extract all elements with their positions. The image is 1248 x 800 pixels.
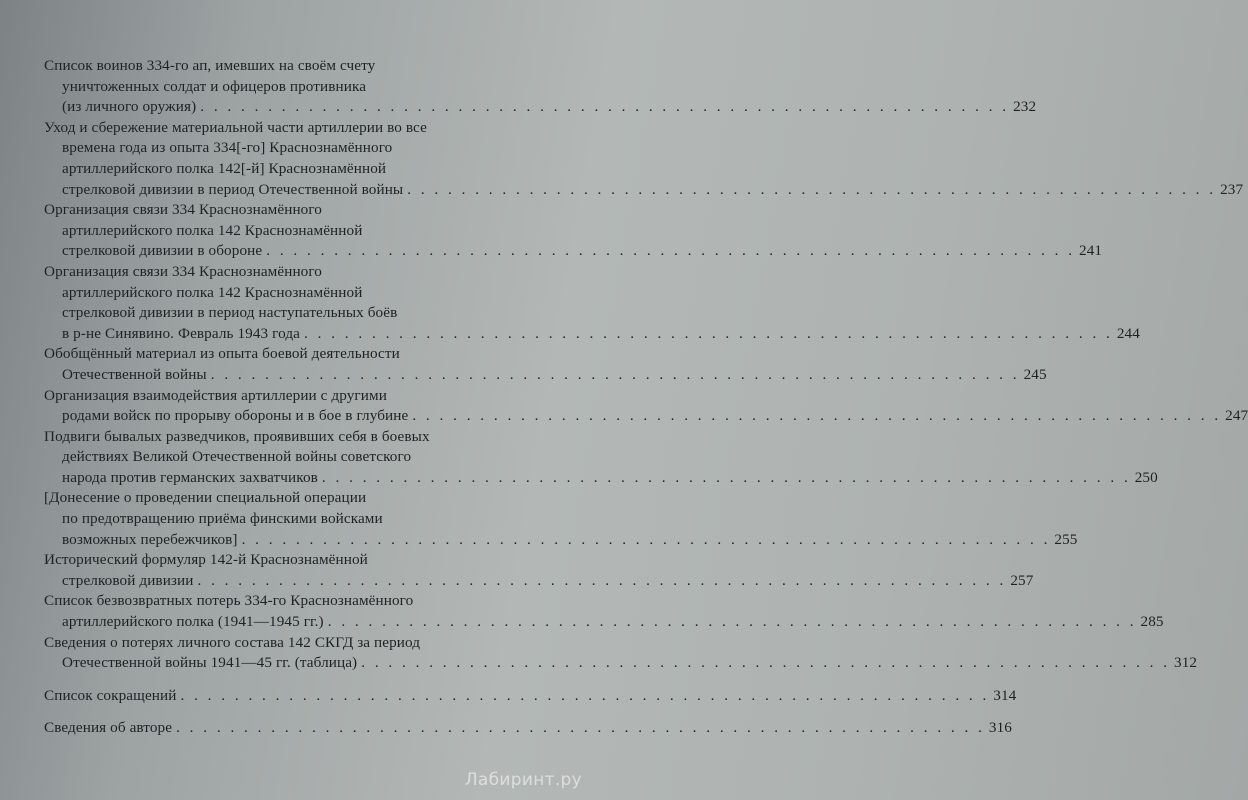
toc-entry-line: Список безвозвратных потерь 334-го Краснознамённого — [44, 592, 414, 610]
toc-entry-line: Отечественной войны — [62, 365, 207, 383]
toc-entry-line: стрелковой дивизии в период наступательных боёв — [62, 304, 398, 322]
dot-leader: . . . . . . . . . . . . . . . . . . . . . . . . . . . . . . . . . . . . . . . . . . . . . . . . . . . . . . . . . . . . — [321, 468, 1131, 486]
toc-entry-last-line — [44, 324, 1140, 345]
toc-entry-last-line — [44, 241, 1103, 262]
dot-leader: . . . . . . . . . . . . . . . . . . . . . . . . . . . . . . . . . . . . . . . . . . . . . . . . . . . . . . . . . . . . — [197, 571, 1007, 589]
page-number: 314 — [993, 686, 1017, 704]
toc-entry-line: возможных перебежчиков] — [62, 530, 238, 548]
dot-leader: . . . . . . . . . . . . . . . . . . . . . . . . . . . . . . . . . . . . . . . . . . . . . . . . . . . . . . . . . . . . — [266, 242, 1076, 260]
dot-leader: . . . . . . . . . . . . . . . . . . . . . . . . . . . . . . . . . . . . . . . . . . . . . . . . . . . . . . . . . . . . — [180, 686, 990, 704]
toc-entry-last-line — [44, 97, 1037, 118]
toc-entry-line: времена года из опыта 334[-го] Краснознамённого — [62, 139, 393, 157]
toc-entry — [44, 718, 1012, 739]
toc-entry-line: Уход и сбережение материальной части артиллерии во все — [44, 118, 427, 136]
toc-entry — [44, 427, 1158, 489]
toc-entry — [44, 686, 1017, 707]
dot-leader: . . . . . . . . . . . . . . . . . . . . . . . . . . . . . . . . . . . . . . . . . . . . . . . . . . . . . . . . . . . . — [407, 180, 1217, 198]
toc-entry-line: в р-не Синявино. Февраль 1943 года — [62, 324, 300, 342]
page-number: 285 — [1140, 613, 1164, 631]
toc-entry-line: артиллерийского полка 142 Краснознамённой — [62, 221, 363, 239]
toc-entry-line: Подвиги бывалых разведчиков, проявивших себя в боевых — [44, 427, 430, 445]
toc-entry-line: артиллерийского полка 142 Краснознамённой — [62, 283, 363, 301]
page-number: 312 — [1174, 654, 1198, 672]
toc-entry-last-line — [44, 365, 1047, 386]
toc-entry-last-line — [44, 180, 1244, 201]
toc-entry-last-line — [44, 530, 1078, 551]
toc-entry-line: родами войск по прорыву обороны и в бое в глубине — [62, 407, 409, 425]
toc-entry — [44, 56, 1037, 118]
toc-entry-line: артиллерийского полка 142[-й] Краснознамённой — [62, 159, 387, 177]
toc-entry-line: уничтоженных солдат и офицеров противника — [62, 77, 367, 95]
dot-leader: . . . . . . . . . . . . . . . . . . . . . . . . . . . . . . . . . . . . . . . . . . . . . . . . . . . . . . . . . . . . — [200, 98, 1010, 116]
toc-entry-line: стрелковой дивизии в обороне — [62, 242, 263, 260]
toc-entry — [44, 262, 1140, 344]
toc-entry-line: стрелковой дивизии — [62, 571, 194, 589]
toc-entry-line: Обобщённый материал из опыта боевой деятельности — [44, 345, 400, 363]
toc-entry — [44, 200, 1103, 262]
toc-entry-last-line — [44, 686, 1017, 707]
page-number: 247 — [1225, 407, 1248, 425]
toc-entry — [44, 386, 1248, 427]
page-number: 250 — [1134, 468, 1158, 486]
dot-leader: . . . . . . . . . . . . . . . . . . . . . . . . . . . . . . . . . . . . . . . . . . . . . . . . . . . . . . . . . . . . — [210, 365, 1020, 383]
page-number: 257 — [1010, 571, 1034, 589]
toc-entry — [44, 344, 1047, 385]
toc-entry-last-line — [44, 406, 1248, 427]
toc-entry-line: Организация связи 334 Краснознамённого — [44, 262, 323, 280]
toc-entry-line: Сведения о потерях личного состава 142 СКГД за период — [44, 633, 421, 651]
toc-entry-line: артиллерийского полка (1941—1945 гг.) — [62, 613, 324, 631]
page-number: 237 — [1220, 180, 1244, 198]
page-number: 232 — [1013, 98, 1037, 116]
toc-entry-last-line — [44, 653, 1198, 674]
watermark-logo: Лабиринт.ру — [464, 770, 582, 790]
toc-entry — [44, 633, 1198, 674]
toc-entry — [44, 118, 1244, 200]
toc-entry-line: Исторический формуляр 142-й Краснознамённой — [44, 551, 368, 569]
toc-entry-last-line — [44, 612, 1164, 633]
toc-entry-line: стрелковой дивизии в период Отечественной войны — [62, 180, 404, 198]
toc-entry-line: Сведения об авторе — [44, 719, 173, 737]
toc-entry-last-line — [44, 571, 1034, 592]
page-number: 244 — [1116, 324, 1140, 342]
toc-entry — [44, 550, 1034, 591]
toc-entry-line: действиях Великой Отечественной войны советского — [62, 448, 412, 466]
toc-entry-line: Организация связи 334 Краснознамённого — [44, 201, 323, 219]
dot-leader: . . . . . . . . . . . . . . . . . . . . . . . . . . . . . . . . . . . . . . . . . . . . . . . . . . . . . . . . . . . . — [304, 324, 1113, 342]
toc-entry — [44, 591, 1164, 632]
toc-entry-line: [Донесение о проведении специальной операции — [44, 489, 367, 507]
page-number: 316 — [988, 719, 1012, 737]
dot-leader: . . . . . . . . . . . . . . . . . . . . . . . . . . . . . . . . . . . . . . . . . . . . . . . . . . . . . . . . . . . . — [412, 407, 1222, 425]
toc-entry-line: Организация взаимодействия артиллерии с другими — [44, 386, 387, 404]
page-number: 241 — [1079, 242, 1103, 260]
table-of-contents — [44, 56, 1248, 739]
toc-entry — [44, 488, 1078, 550]
page-number: 255 — [1054, 530, 1078, 548]
dot-leader: . . . . . . . . . . . . . . . . . . . . . . . . . . . . . . . . . . . . . . . . . . . . . . . . . . . . . . . . . . . . — [361, 654, 1171, 672]
dot-leader: . . . . . . . . . . . . . . . . . . . . . . . . . . . . . . . . . . . . . . . . . . . . . . . . . . . . . . . . . . . . — [327, 613, 1137, 631]
toc-entry-line: народа против германских захватчиков — [62, 468, 318, 486]
page-number: 245 — [1023, 365, 1047, 383]
toc-entry-line: Список сокращений — [44, 686, 177, 704]
dot-leader: . . . . . . . . . . . . . . . . . . . . . . . . . . . . . . . . . . . . . . . . . . . . . . . . . . . . . . . . . . . . — [241, 530, 1051, 548]
toc-entry-line: (из личного оружия) — [62, 98, 197, 116]
dot-leader: . . . . . . . . . . . . . . . . . . . . . . . . . . . . . . . . . . . . . . . . . . . . . . . . . . . . . . . . . . . . — [176, 719, 985, 737]
toc-entry-line: Список воинов 334-го ап, имевших на своём счету — [44, 57, 376, 74]
toc-entry-line: Отечественной войны 1941—45 гг. (таблица) — [62, 654, 358, 672]
toc-entry-line: по предотвращению приёма финскими войсками — [62, 510, 383, 528]
toc-entry-last-line — [44, 468, 1158, 489]
toc-entry-last-line — [44, 718, 1012, 739]
